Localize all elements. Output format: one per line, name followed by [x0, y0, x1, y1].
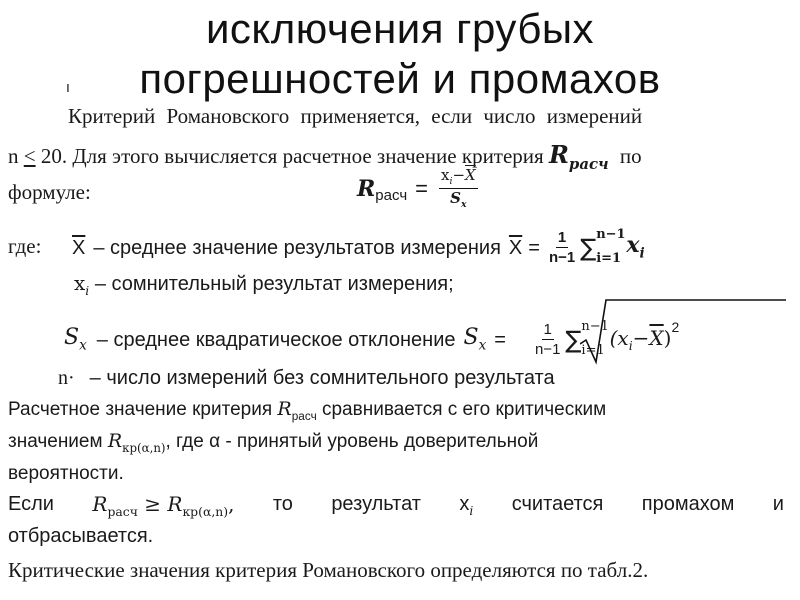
def-xi-text: – сомнительный результат измерения;: [94, 273, 454, 295]
r-rasch-symbol: $R_{расч}$: [548, 140, 609, 173]
sx-symbol: $S_x$: [64, 324, 87, 354]
para1-line2-end: по: [619, 144, 642, 168]
def-n: [58, 368, 555, 388]
formula-r-rasch: [357, 168, 481, 210]
para3-line2: отбрасывается.: [8, 525, 154, 547]
def-mean-text: – среднее значение результатов измерения: [93, 237, 501, 259]
sx-fraction: $\frac{1}{n-1}$: [534, 321, 561, 358]
para1-line2-text: 20. Для этого вычисляется расчетное значение критерия: [40, 144, 544, 168]
para1-line2: [8, 140, 642, 173]
def-sx-text: – среднее квадратическое отклонение: [96, 329, 456, 351]
slide-title-line-2: погрешностей и промахов: [139, 55, 661, 102]
less-than-symbol: <: [23, 144, 36, 168]
mean-formula-x: $\overline{X}$: [508, 237, 523, 259]
formula-r: R: [357, 176, 376, 203]
para4: Критические значения критерия Романовского определяются по табл.2.: [8, 558, 649, 582]
mean-fraction: $\frac{1}{n-1}$: [548, 229, 576, 266]
formula-fraction: $\frac{x_i-\overline{X}}{S_x}$: [441, 166, 476, 210]
def-mean: $\overline{X}$ – среднее значение результатов измерения $\overline{X}$ = $\frac{1}{n-1}$ ∑ n−1 i=1 $x_i$: [72, 227, 645, 266]
xi-inline: $x_i$: [459, 493, 474, 518]
r-kr-inline: $R_{кр(\alpha,n)}$: [107, 430, 166, 455]
sqrt-radical-icon: [580, 296, 790, 366]
formula-eq: =: [415, 176, 428, 202]
n-symbol: n: [8, 144, 19, 168]
where-label: где:: [8, 234, 42, 258]
sum-icon: ∑ n−1 i=1: [580, 227, 626, 266]
xi-symbol: $x_i$: [74, 271, 90, 298]
mean-xi: $x_i$: [626, 232, 645, 262]
para2-line3: вероятности.: [8, 463, 124, 484]
para2-line2: значением $R_{кр(\alpha,n)}$, где α - принятый уровень доверительной: [8, 430, 539, 455]
sx-formula-symbol: $S_x$: [463, 324, 487, 354]
sum-icon-2: ∑ n−1 i=1: [565, 319, 609, 358]
def-n-text: – число измерений без сомнительного результата: [89, 367, 555, 389]
n-dot-symbol: n·: [58, 367, 75, 389]
para2-line1: Расчетное значение критерия $R_{расч}$ сравнивается с его критическим: [8, 398, 607, 423]
r-rasch-inline: $R_{расч}$: [277, 398, 317, 423]
para1-line3: формуле:: [8, 180, 91, 204]
stray-mark: ı: [66, 80, 70, 96]
sx-sum-body: $(x_i-\overline{X})$: [609, 325, 672, 353]
def-sx: $S_x$ – среднее квадратическое отклонение $S_x$ = $\frac{1}{n-1}$ ∑ n−1 i=1 $(x_i-\overline{X})$ 2: [64, 319, 680, 358]
slide-title-line-1: исключения грубых: [205, 5, 595, 52]
formula-r-sub: расч: [375, 186, 408, 204]
r-compare: $R_{расч} \ge R_{кр(\alpha,n)}$,: [92, 492, 235, 519]
def-xi: [74, 273, 454, 297]
para1-line1: Критерий Романовского применяется, если число измерений: [68, 104, 643, 128]
mean-symbol: $\overline{X}$: [72, 237, 86, 259]
para3-line1: Если $R_{расч} \ge R_{кр(\alpha,n)}$, то результат $x_i$ считается промахом и: [8, 492, 784, 519]
